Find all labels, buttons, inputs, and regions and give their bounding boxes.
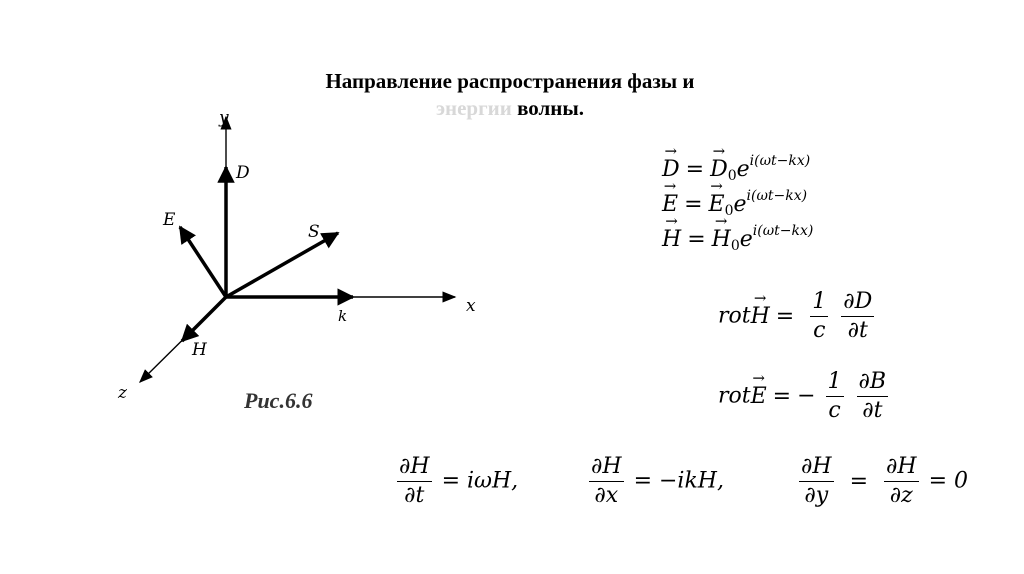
axes-diagram — [110, 105, 490, 405]
equation-rot-e: rot→ E = − $\frac{1}{c}$ $\frac{\partial B}{\partial t}$ — [718, 370, 891, 423]
y-label: y — [219, 108, 229, 128]
figure-caption: Рис.6.6 — [244, 388, 313, 413]
k-label: k — [338, 307, 348, 325]
e-vector — [180, 227, 226, 297]
title-faded-word: энергии — [435, 96, 512, 120]
s-label: S — [308, 222, 320, 242]
equation-e: → $E =\to E_0e^{i(\omega t-kx)}$ — [662, 188, 807, 219]
equation-dh-dt: $\frac{\partial H}{\partial t}$ = iωH, — [399, 454, 519, 508]
h-label: H — [192, 340, 207, 360]
z-label: z — [118, 383, 127, 403]
h-vector — [182, 297, 226, 341]
title-line-1: Направление распространения фазы и — [325, 69, 695, 93]
s-vector — [226, 233, 338, 297]
e-label: E — [163, 210, 176, 230]
d-label: D — [236, 163, 250, 183]
equation-dh-dy-dz: $\frac{\partial H}{\partial y}$ = $\frac{\partial H}{\partial z}$ = 0 — [801, 454, 968, 508]
x-label: x — [466, 296, 476, 316]
title-visible-word: волны. — [517, 96, 585, 120]
equation-rot-h: rot→ H = $\frac{1}{c}$ $\frac{\partial D}{\partial t}$ — [718, 290, 877, 343]
equation-d: → $D =\to D_0e^{i(\omega t-kx)}$ — [662, 153, 810, 184]
equation-dh-dx: $\frac{\partial H}{\partial x}$ = −ikH, — [591, 454, 724, 508]
equation-h: → $H =\to H_0e^{i(\omega t-kx)}$ — [662, 223, 813, 254]
